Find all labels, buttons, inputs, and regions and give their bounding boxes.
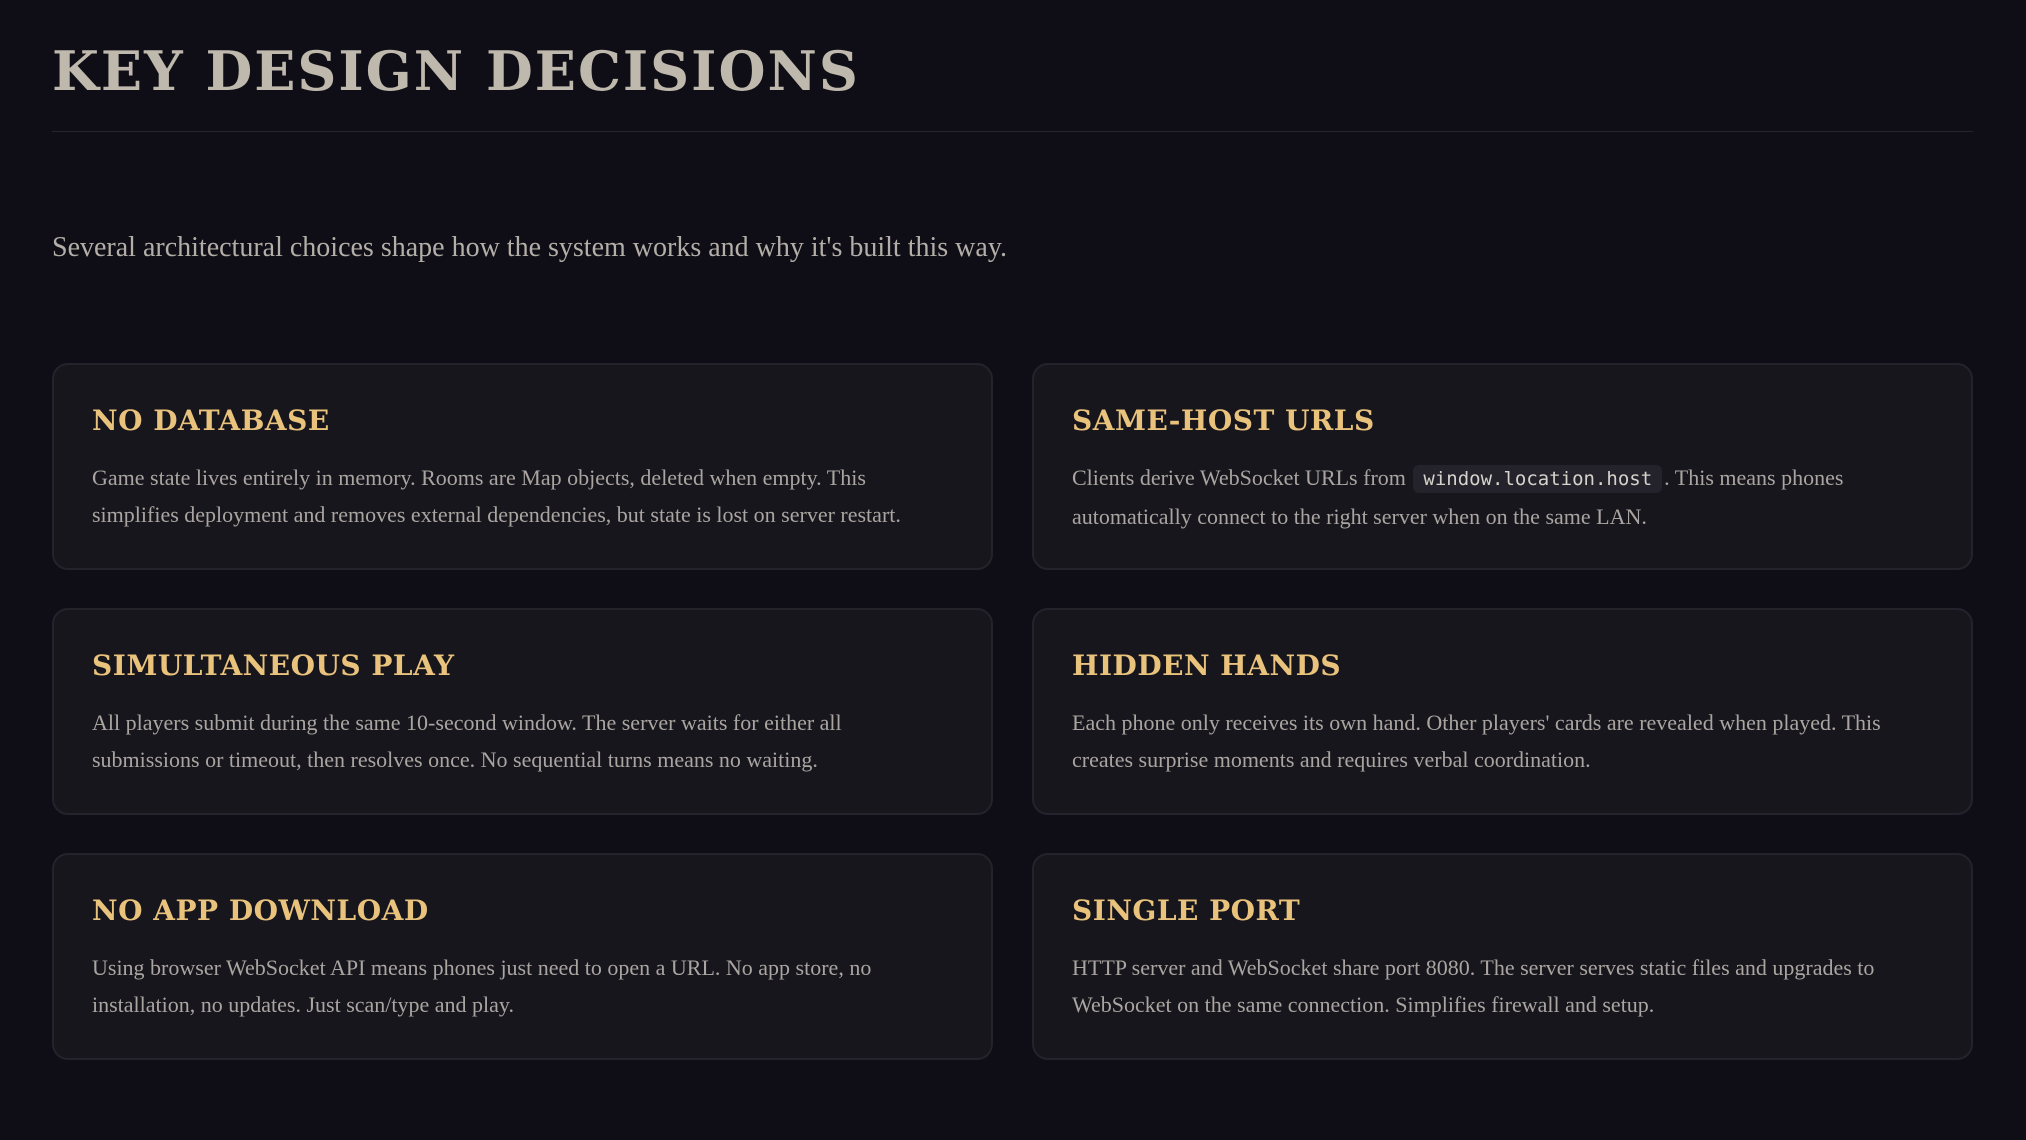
card-title: NO APP DOWNLOAD xyxy=(92,894,429,927)
intro-paragraph: Several architectural choices shape how the system works and why it's built this way. xyxy=(52,232,1007,263)
card-body-text-before: Clients derive WebSocket URLs from xyxy=(1072,465,1406,490)
page-title: KEY DESIGN DECISIONS xyxy=(52,39,860,103)
page-content xyxy=(52,0,1973,1140)
card-body: Each phone only receives its own hand. Other players' cards are revealed when played. This creates surprise moments and requires verbal coordination. xyxy=(1072,710,1881,772)
card-same-host-urls xyxy=(1032,363,1973,570)
card-title: SAME-HOST URLS xyxy=(1072,404,1375,437)
card-hidden-hands xyxy=(1032,608,1973,815)
card-body: Using browser WebSocket API means phones just need to open a URL. No app store, no installation, no updates. Just scan/type and play. xyxy=(92,955,872,1017)
card-body xyxy=(1072,459,1933,535)
card-title: SIMULTANEOUS PLAY xyxy=(92,649,455,682)
card-title: HIDDEN HANDS xyxy=(1072,649,1342,682)
card-title: SINGLE PORT xyxy=(1072,894,1301,927)
card-simultaneous-play xyxy=(52,608,993,815)
card-single-port xyxy=(1032,853,1973,1060)
card-body-text-after: . This means phones automatically connect to the right server when on the same LAN. xyxy=(1072,465,1844,529)
card-no-database xyxy=(52,363,993,570)
inline-code: window.location.host xyxy=(1413,465,1662,493)
card-no-app-download xyxy=(52,853,993,1060)
title-divider xyxy=(52,131,1973,132)
card-title: NO DATABASE xyxy=(92,404,330,437)
card-body: Game state lives entirely in memory. Rooms are Map objects, deleted when empty. This simplifies deployment and removes external dependencies, but state is lost on server restart. xyxy=(92,465,901,527)
card-body: All players submit during the same 10-second window. The server waits for either all submissions or timeout, then resolves once. No sequential turns means no waiting. xyxy=(92,710,842,772)
card-body: HTTP server and WebSocket share port 8080. The server serves static files and upgrades to WebSocket on the same connection. Simplifies firewall and setup. xyxy=(1072,955,1875,1017)
design-decisions-grid xyxy=(52,363,1973,1060)
